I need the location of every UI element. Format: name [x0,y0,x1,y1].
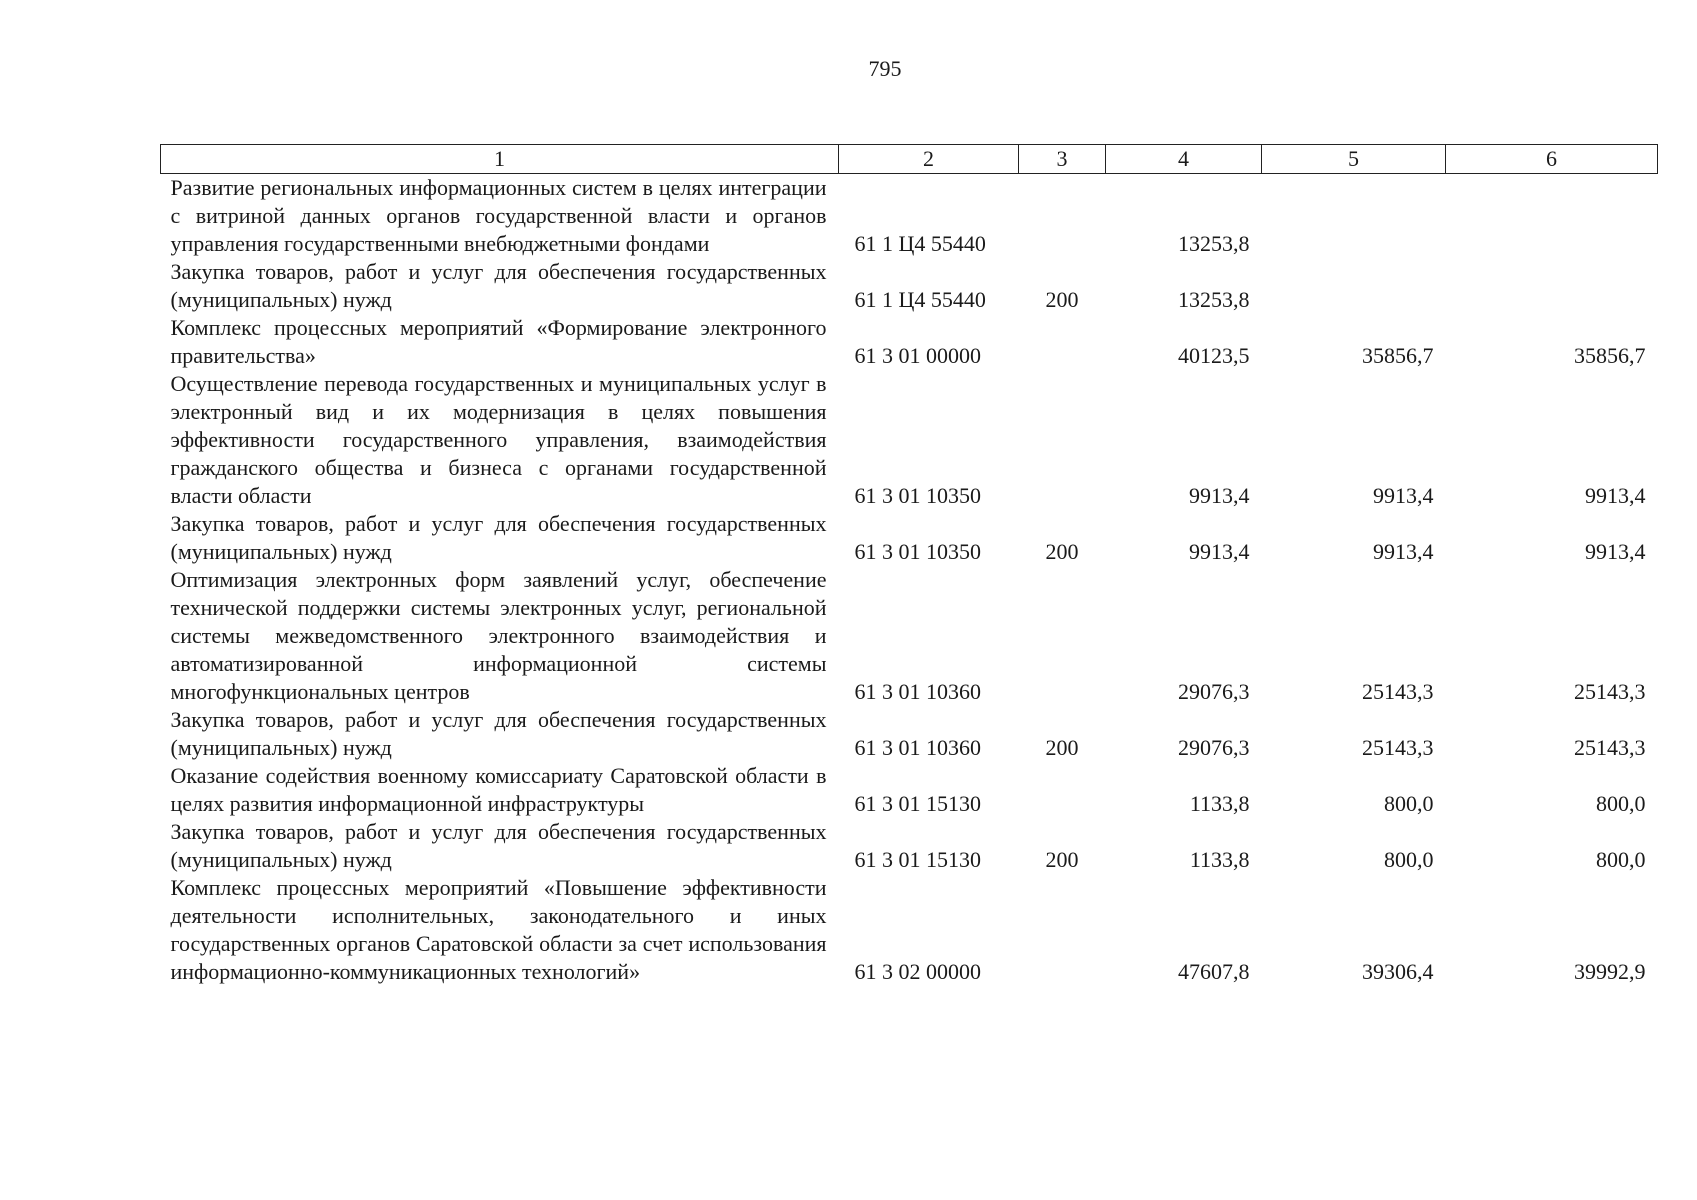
row-type [1019,314,1106,370]
row-type [1019,174,1106,259]
row-value-col6: 25143,3 [1574,679,1646,704]
column-header-1: 1 [161,145,839,174]
row-type: 200 [1045,287,1079,312]
row-value-col4: 13253,8 [1178,231,1250,256]
row-value-col6: 800,0 [1596,847,1646,872]
table-row [161,314,1658,370]
row-type [1019,762,1106,818]
row-type: 200 [1045,847,1079,872]
row-name: Закупка товаров, работ и услуг для обеспечения государственных (муниципальных) нужд [170,819,827,872]
row-code: 61 3 01 15130 [854,847,981,872]
row-value-col5 [1262,174,1446,259]
row-name: Оказание содействия военному комиссариату Саратовской области в целях развития информационной инфраструктуры [170,763,827,816]
row-value-col6: 39992,9 [1574,959,1646,984]
row-value-col4: 1133,8 [1189,791,1250,816]
row-value-col6 [1446,174,1658,259]
table-row [161,258,1658,314]
row-value-col4: 47607,8 [1178,959,1250,984]
column-header-2: 2 [839,145,1019,174]
column-header-5: 5 [1262,145,1446,174]
row-code: 61 3 01 10360 [854,735,981,760]
table-row [161,370,1658,510]
row-value-col4: 1133,8 [1189,847,1250,872]
table-body [161,174,1658,987]
row-code: 61 1 Ц4 55440 [854,287,986,312]
row-name: Осуществление перевода государственных и муниципальных услуг в электронный вид и их модернизация в целях повышения эффективности государственного управления, взаимодействия гражданского общества и бизнеса с органами государственной власти области [170,371,827,508]
row-name: Комплекс процессных мероприятий «Повышение эффективности деятельности исполнительных, законодательного и иных государственных органов Саратовской области за счет использования информационно-коммуникационных технологий» [170,875,827,984]
row-value-col5: 25143,3 [1362,735,1434,760]
row-value-col5 [1262,258,1446,314]
column-header-4: 4 [1106,145,1262,174]
row-value-col6 [1446,258,1658,314]
row-value-col6: 9913,4 [1585,483,1646,508]
row-code: 61 3 01 10350 [854,539,981,564]
table-row [161,874,1658,986]
row-value-col4: 9913,4 [1189,483,1250,508]
table-row [161,566,1658,706]
row-value-col5: 800,0 [1384,791,1434,816]
row-type: 200 [1045,735,1079,760]
column-header-6: 6 [1446,145,1658,174]
row-name: Закупка товаров, работ и услуг для обеспечения государственных (муниципальных) нужд [170,259,827,312]
row-value-col5: 800,0 [1384,847,1434,872]
table-row [161,510,1658,566]
row-name: Закупка товаров, работ и услуг для обеспечения государственных (муниципальных) нужд [170,707,827,760]
row-value-col4: 9913,4 [1189,539,1250,564]
row-type [1019,874,1106,986]
row-name: Оптимизация электронных форм заявлений услуг, обеспечение технической поддержки системы электронных услуг, региональной системы межведомственного электронного взаимодействия и автоматизированной информационной системы многофункциональных центров [170,567,827,704]
budget-table [160,144,1658,986]
row-type: 200 [1045,539,1079,564]
row-code: 61 1 Ц4 55440 [854,231,986,256]
header-row [161,145,1658,174]
row-value-col6: 800,0 [1596,791,1646,816]
row-value-col5: 25143,3 [1362,679,1434,704]
row-type [1019,370,1106,510]
row-value-col5: 9913,4 [1373,539,1434,564]
row-value-col4: 29076,3 [1178,735,1250,760]
row-value-col5: 9913,4 [1373,483,1434,508]
row-value-col5: 39306,4 [1362,959,1434,984]
row-value-col6: 9913,4 [1585,539,1646,564]
row-code: 61 3 01 10350 [854,483,981,508]
row-code: 61 3 02 00000 [854,959,981,984]
table-row [161,174,1658,259]
table-row [161,818,1658,874]
row-name: Комплекс процессных мероприятий «Формирование электронного правительства» [170,315,827,368]
row-value-col4: 13253,8 [1178,287,1250,312]
row-value-col6: 35856,7 [1574,343,1646,368]
row-name: Закупка товаров, работ и услуг для обеспечения государственных (муниципальных) нужд [170,511,827,564]
row-value-col6: 25143,3 [1574,735,1646,760]
row-code: 61 3 01 15130 [854,791,981,816]
row-value-col4: 40123,5 [1178,343,1250,368]
row-code: 61 3 01 10360 [854,679,981,704]
row-value-col5: 35856,7 [1362,343,1434,368]
row-value-col4: 29076,3 [1178,679,1250,704]
row-code: 61 3 01 00000 [854,343,981,368]
table-header [161,145,1658,174]
table-row [161,706,1658,762]
table-row [161,762,1658,818]
page-number: 795 [868,56,902,81]
column-header-3: 3 [1019,145,1106,174]
row-type [1019,566,1106,706]
row-name: Развитие региональных информационных систем в целях интеграции с витриной данных органов государственной власти и органов управления государственными внебюджетными фондами [170,175,827,256]
